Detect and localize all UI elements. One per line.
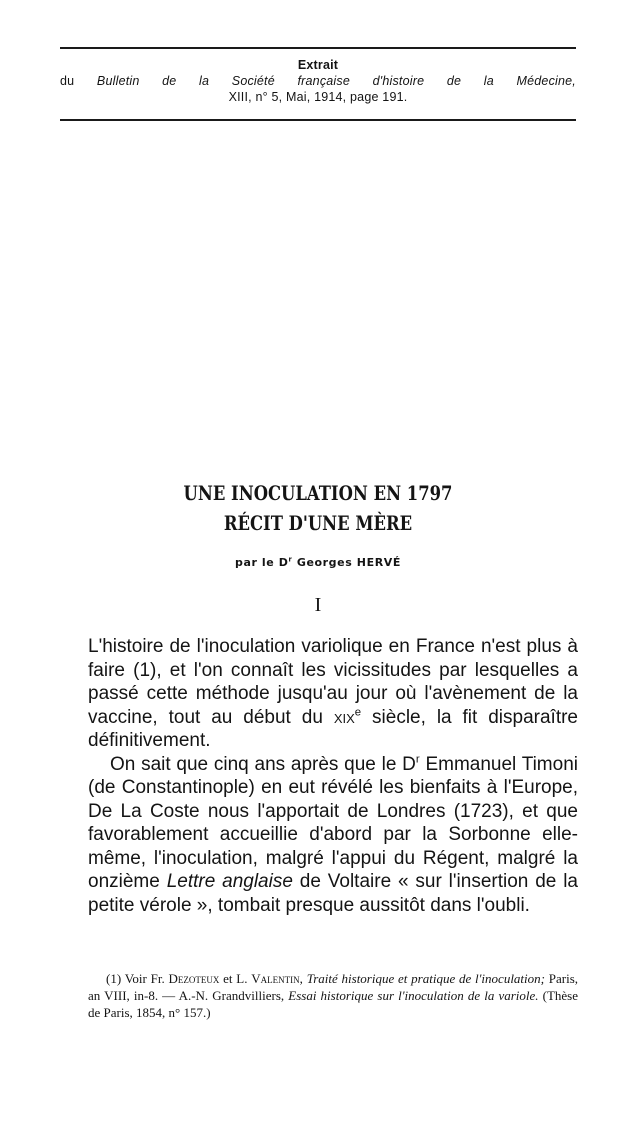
extract-label: Extrait bbox=[297, 58, 339, 72]
p1-century-sup: e bbox=[354, 706, 362, 719]
fn-work-1: Traité historique et pratique de l'inoculation; bbox=[306, 971, 545, 986]
article-title bbox=[106, 478, 529, 538]
title-line-2: RÉCIT D'UNE MÈRE bbox=[223, 511, 413, 535]
extract-issue: XIII, n° 5, Mai, 1914, page 191. bbox=[228, 90, 408, 104]
top-rule bbox=[60, 47, 576, 49]
footnote bbox=[88, 970, 578, 1021]
footnote-1 bbox=[88, 970, 578, 1021]
source-title: Bulletin de la Société française d'histoire de la Médecine, bbox=[96, 74, 576, 88]
byline-author: Georges HERVÉ bbox=[296, 556, 402, 569]
byline-sup: r bbox=[288, 555, 293, 564]
fn-author-1: Dezoteux bbox=[168, 971, 220, 986]
extract-source bbox=[60, 73, 576, 89]
section-number: I bbox=[314, 594, 322, 616]
fn-author-2: Valentin bbox=[251, 971, 300, 986]
header-bottom-rule bbox=[60, 119, 576, 121]
source-prefix: du bbox=[60, 74, 75, 88]
byline bbox=[60, 556, 576, 569]
fn-sep: , bbox=[299, 971, 307, 986]
extract-header bbox=[60, 57, 576, 105]
fn-rest-1: Paris, an VIII, in-8. — A.-N. Grandvilliers, bbox=[88, 971, 579, 1003]
title-line-1: UNE INOCULATION EN 1797 bbox=[183, 481, 453, 505]
p2-text-b: Emmanuel Timoni (de Constantinople) en eut révélé les bienfaits à l'Europe, De La Coste nous l'apportait de Londres (1723), et que favorablement accueillie d'abord par la Sorbonne elle-même, l'inoculation, malgré l'appui du Régent, malgré la onzième bbox=[88, 753, 578, 892]
article-body bbox=[88, 635, 578, 917]
p1-text-b: siècle, la fit disparaître définitivement. bbox=[88, 706, 578, 751]
fn-and: et L. bbox=[219, 971, 252, 986]
p2-text-c: de Voltaire « sur l'insertion de la petite vérole », tombait presque aussitôt dans l'oubli. bbox=[88, 871, 578, 916]
fn-rest-2: (Thèse de Paris, 1854, n° 157.) bbox=[88, 988, 578, 1020]
p2-sup: r bbox=[415, 753, 420, 766]
paragraph-1 bbox=[88, 635, 578, 753]
p2-text-a: On sait que cinq ans après que le D bbox=[110, 753, 416, 775]
p1-text-a: L'histoire de l'inoculation variolique en France n'est plus à faire (1), et l'on connaît les vicissitudes par lesquelles a passé cette méthode jusqu'au jour où l'avènement de la vaccine, tout au début du bbox=[88, 636, 578, 728]
fn-work-2: Essai historique sur l'inoculation de la variole. bbox=[288, 988, 539, 1003]
p1-century: xix bbox=[333, 706, 355, 728]
byline-prefix: par le D bbox=[234, 556, 289, 569]
fn-marker: (1) Voir Fr. bbox=[106, 971, 169, 986]
p2-italic-title: Lettre anglaise bbox=[166, 871, 293, 892]
paragraph-2 bbox=[88, 753, 578, 918]
